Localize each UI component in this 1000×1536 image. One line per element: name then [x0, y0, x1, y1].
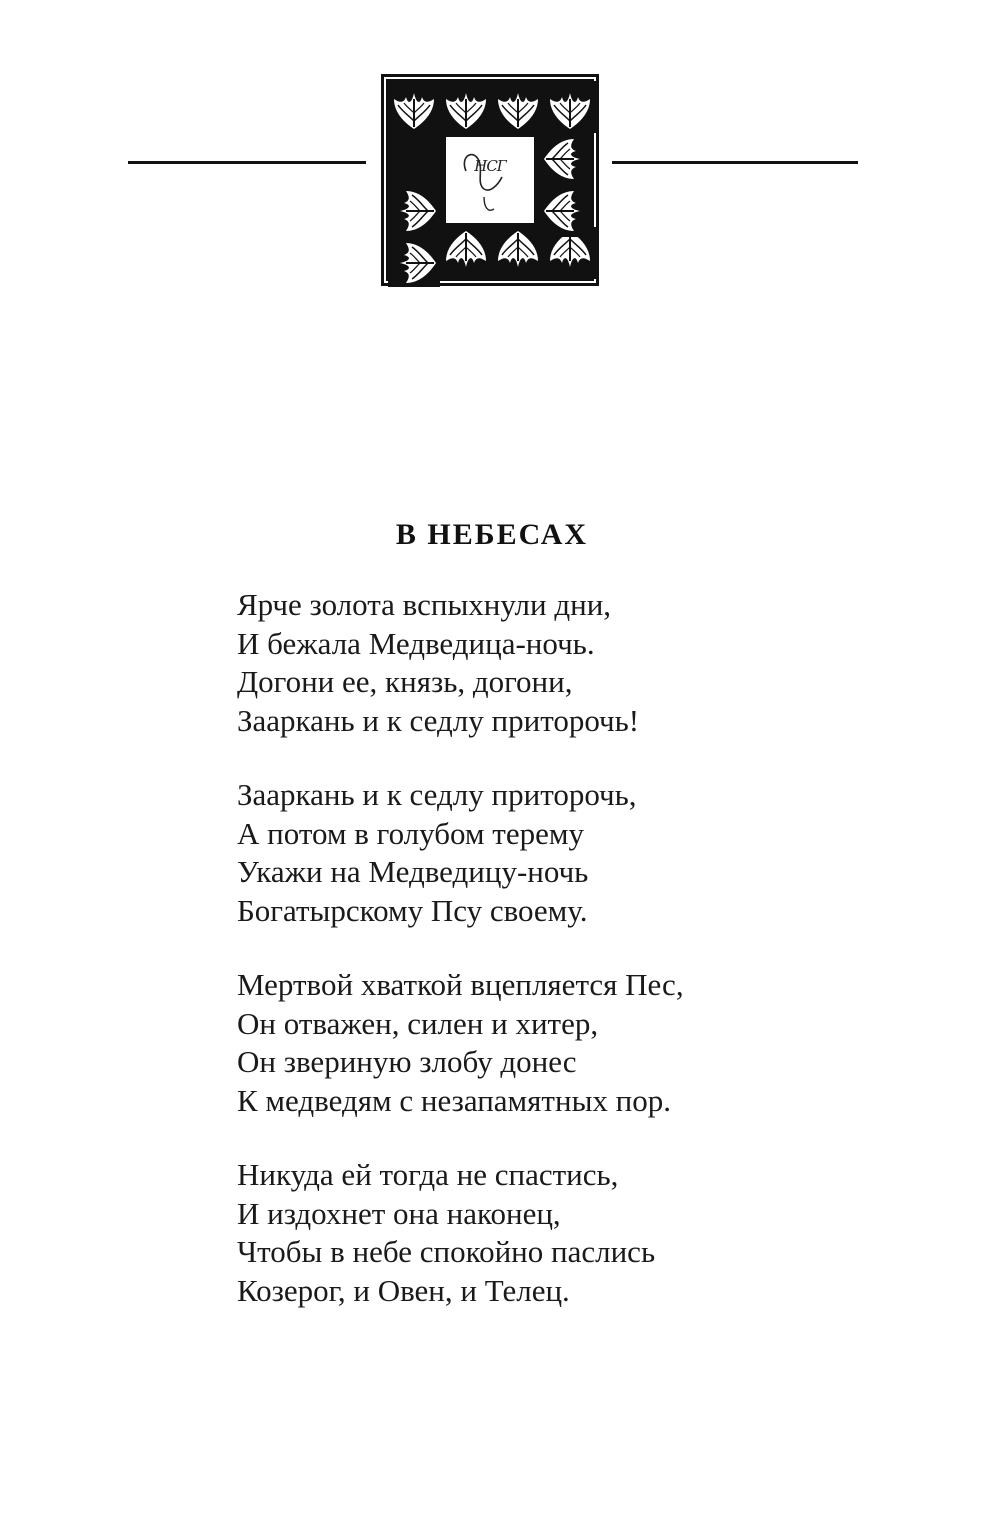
poem-line: К медведям с незапамятных пор. [237, 1082, 671, 1118]
header-ornament [380, 73, 600, 287]
poem-title: В НЕБЕСАХ [395, 518, 589, 551]
poem-line: Он звериную злобу донес [237, 1044, 577, 1079]
poem-line: Никуда ей тогда не спастись, [237, 1157, 619, 1192]
stanza [237, 776, 937, 930]
leaf-tile [388, 81, 440, 133]
poem-line: Зааркань и к седлу приторочь! [237, 702, 640, 738]
poem-line: Зааркань и к седлу приторочь, [237, 777, 637, 812]
poem-line: Догони ее, князь, догони, [237, 664, 573, 699]
header-rule-right [612, 161, 858, 164]
poem-line: Мертвой хваткой вцепляется Пес, [237, 967, 684, 1002]
stanza [237, 966, 937, 1120]
stanza [237, 1156, 937, 1310]
poem-line: Чтобы в небе спокойно паслись [237, 1234, 656, 1269]
poem-body [237, 586, 937, 1346]
poem-line: А потом в голубом терему [237, 815, 584, 851]
monogram: НСГ [474, 157, 506, 175]
poem-line: Укажи на Медведицу-ночь [237, 854, 589, 889]
header-rule-left [128, 161, 366, 164]
poem-line: Ярче золота вспыхнули дни, [237, 587, 612, 622]
stanza [237, 586, 937, 740]
poem-line: Он отважен, силен и хитер, [237, 1005, 599, 1041]
poem-line: Козерог, и Овен, и Телец. [237, 1272, 570, 1308]
poem-line: И бежала Медведица-ночь. [237, 625, 595, 661]
poem-line: Богатырскому Псу своему. [237, 892, 588, 928]
poem-line: И издохнет она наконец, [237, 1195, 561, 1231]
